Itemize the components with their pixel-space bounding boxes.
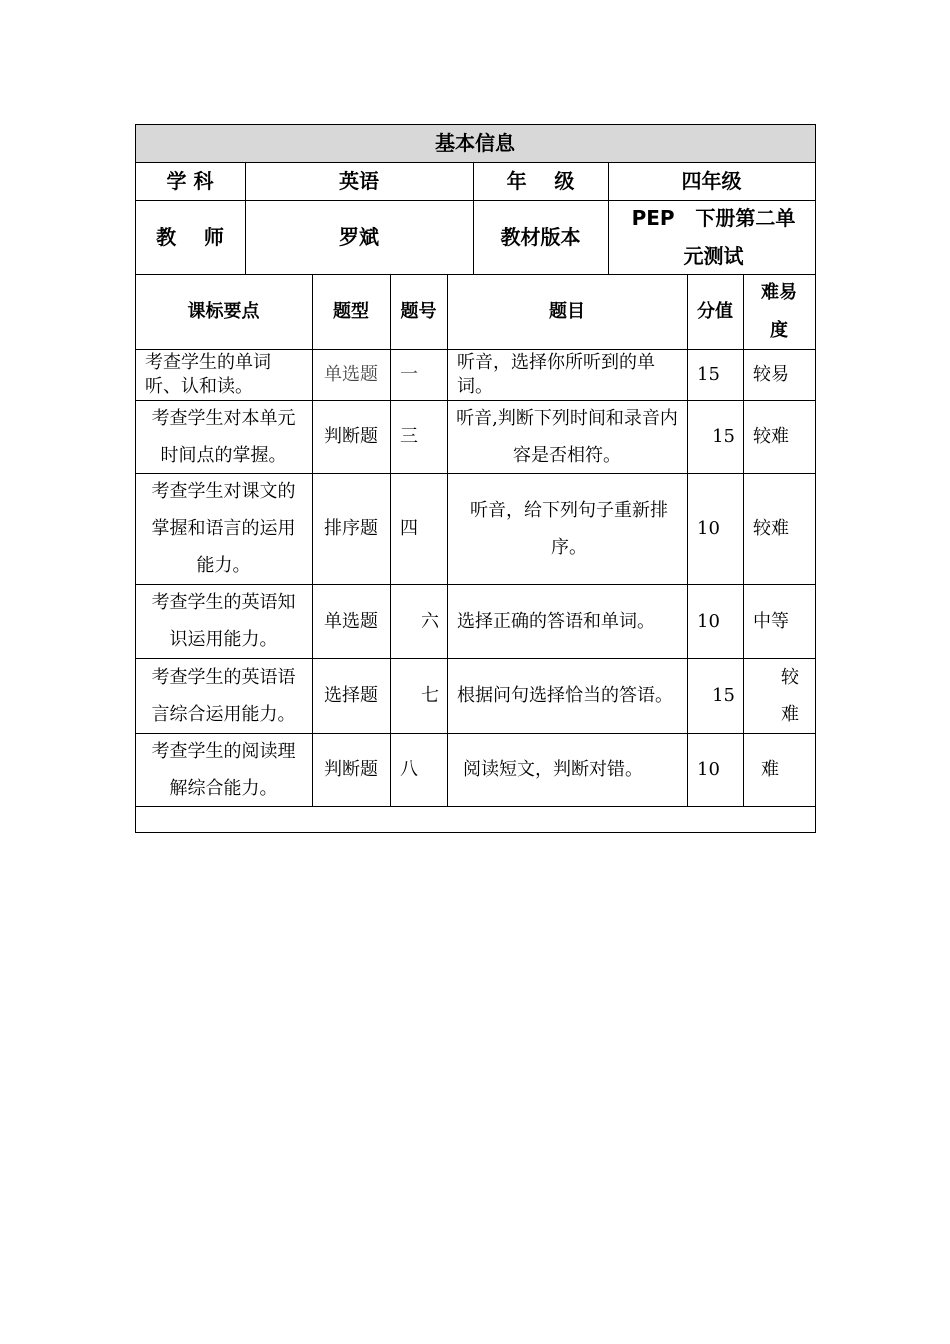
table-border [135, 658, 816, 659]
empty-footer-row [135, 806, 815, 832]
subject-value: 英语 [339, 169, 379, 193]
table-row-2-point: 考查学生对本单元时间点的掌握。 [151, 407, 296, 466]
table-row-6-difficulty: 难 [761, 759, 779, 780]
table-border [135, 806, 816, 807]
table-row-4-score: 10 [697, 610, 720, 632]
teacher-value: 罗斌 [339, 225, 379, 249]
table-border [135, 274, 816, 275]
column-header-number: 题号 [400, 300, 437, 322]
table-row-1-question: 听音，选择你所听到的单词。 [457, 351, 655, 397]
edition-value: PEP 下册第二单元测试 [631, 206, 796, 268]
table-border [135, 733, 816, 734]
table-border [135, 349, 816, 350]
table-border [135, 400, 816, 401]
table-border [135, 473, 816, 474]
table-row-2-score: 15 [712, 426, 735, 447]
table-row-5-difficulty: 较难 [781, 666, 799, 725]
table-border [473, 162, 474, 274]
table-row-5-number: 七 [421, 685, 439, 706]
table-row-6-type: 判断题 [324, 759, 378, 780]
table-row-2-difficulty: 较难 [753, 426, 789, 447]
table-border [245, 162, 246, 274]
table-border [135, 162, 816, 163]
column-header-point: 课标要点 [187, 300, 260, 322]
column-header-difficulty: 难易度 [761, 281, 797, 341]
column-header-score: 分值 [697, 300, 733, 322]
teacher-label: 教 师 [156, 225, 224, 249]
column-header-question: 题目 [549, 300, 585, 322]
table-border [135, 832, 816, 833]
table-row-4-difficulty: 中等 [753, 610, 789, 632]
table-row-1-point: 考查学生的单词听、认和读。 [145, 351, 271, 397]
column-header-type: 题型 [333, 300, 369, 322]
table-row-1-score: 15 [697, 364, 720, 385]
table-row-3-type: 排序题 [324, 518, 378, 539]
table-border [687, 274, 688, 806]
table-row-3-point: 考查学生对课文的掌握和语言的运用能力。 [151, 481, 296, 576]
grade-label: 年 级 [506, 169, 575, 193]
table-row-3-difficulty: 较难 [753, 518, 789, 539]
table-border [815, 124, 816, 833]
table-row-6-number: 八 [400, 759, 418, 780]
table-row-2-number: 三 [400, 426, 418, 447]
table-border [390, 274, 391, 806]
table-row-3-question: 听音，给下列句子重新排序。 [470, 499, 668, 558]
table-row-4-number: 六 [421, 610, 439, 632]
table-border [743, 274, 744, 806]
table-row-5-score: 15 [712, 685, 735, 706]
table-row-4-question: 选择正确的答语和单词。 [457, 610, 655, 632]
table-row-6-point: 考查学生的阅读理解综合能力。 [151, 740, 296, 799]
table-border [312, 274, 313, 806]
table-row-5-type: 选择题 [324, 685, 378, 706]
table-row-5-point: 考查学生的英语语言综合运用能力。 [151, 666, 296, 725]
table-border [135, 124, 136, 833]
table-row-6-score: 10 [697, 759, 720, 780]
table-border [135, 200, 816, 201]
table-row-1-type: 单选题 [324, 364, 378, 385]
table-row-3-score: 10 [697, 518, 720, 539]
table-row-3-number: 四 [400, 518, 418, 539]
table-row-4-type: 单选题 [324, 610, 378, 632]
table-row-2-question: 听音,判断下列时间和录音内容是否相符。 [456, 407, 678, 466]
table-title: 基本信息 [135, 124, 815, 162]
subject-label: 学 科 [166, 169, 214, 193]
table-row-1-difficulty: 较易 [753, 364, 789, 385]
table-border [608, 162, 609, 274]
table-border [135, 124, 816, 125]
table-row-4-point: 考查学生的英语知识运用能力。 [151, 592, 296, 650]
table-row-6-question: 阅读短文，判断对错。 [463, 759, 643, 780]
table-row-1-number: 一 [400, 364, 418, 385]
edition-label: 教材版本 [500, 225, 581, 249]
table-border [447, 274, 448, 806]
table-row-5-question: 根据问句选择恰当的答语。 [457, 685, 673, 706]
table-border [135, 584, 816, 585]
table-row-2-type: 判断题 [324, 426, 378, 447]
grade-value: 四年级 [681, 169, 742, 193]
